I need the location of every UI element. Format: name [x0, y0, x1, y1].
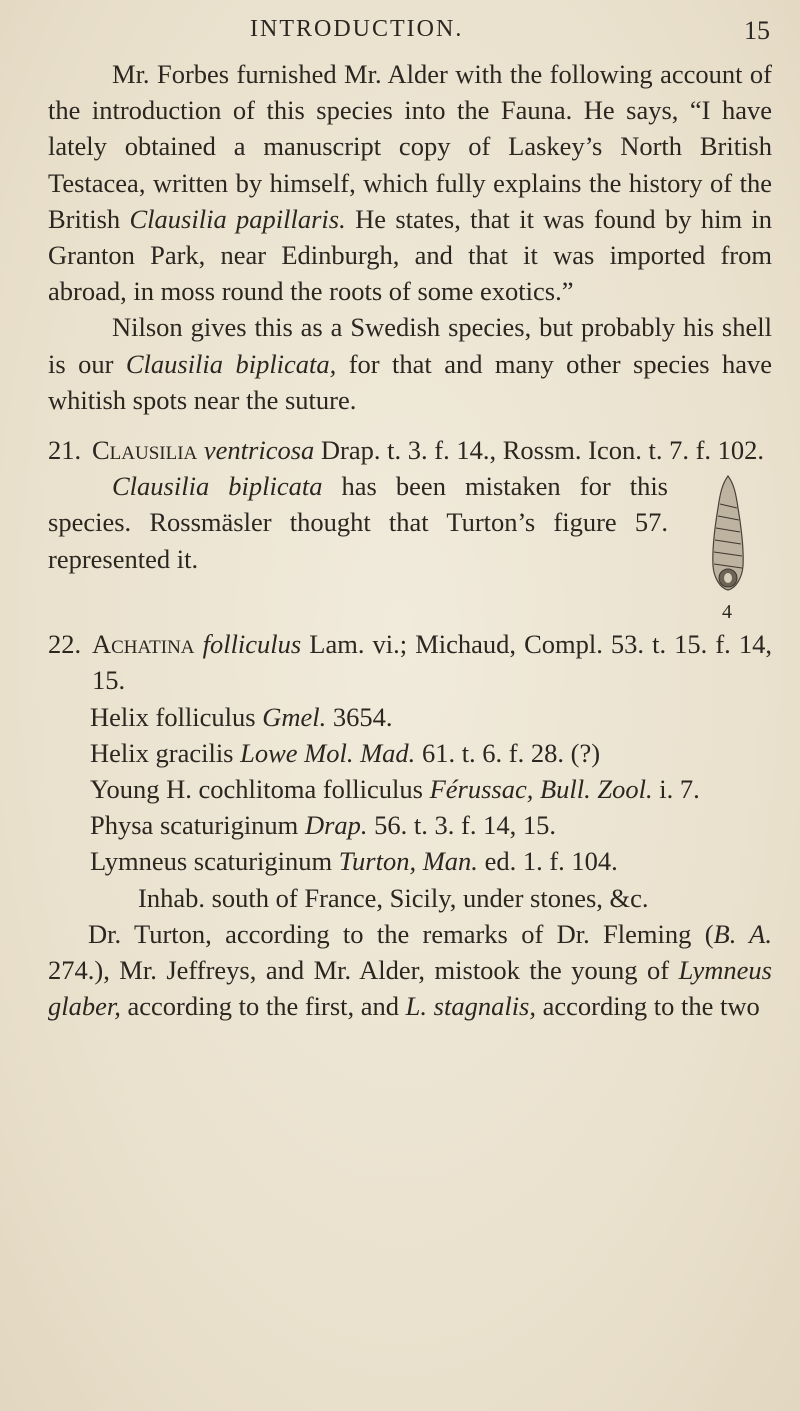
entry-reference: Lam. vi.; Michaud, Compl. 53. t. 15. f. 14, 15. [92, 629, 772, 696]
synonym-name: Helix folliculus [90, 701, 256, 732]
species-name: Lymneus glaber, [48, 955, 772, 1022]
entry-number: 21. [48, 435, 82, 466]
page-number: 15 [744, 16, 770, 45]
entry-heading [48, 432, 772, 468]
entry-note [48, 468, 772, 577]
synonym-reference: i. 7. [659, 774, 700, 805]
note-text: according to the two [542, 991, 760, 1022]
paragraph-nilson [48, 309, 772, 418]
synonym-line [48, 771, 772, 807]
paragraph-text: Mr. Forbes furnished Mr. Alder with the following account of the introduction of this species into the Fauna. He says, “I have lately obtained a manuscript copy of Laskey’s North British Testacea, written by himself, which fully explains the history of the British [48, 59, 772, 234]
paragraph-text: Nilson gives this as a Swedish species, but probably his shell is our [48, 312, 772, 379]
note-text: Dr. Turton, according to the remarks of Dr. Fleming ( [88, 918, 714, 949]
note-text: 274.), Mr. Jeffreys, and Mr. Alder, mistook the young of [48, 955, 670, 986]
habitat-text: Inhab. south of France, Sicily, under stones, &c. [138, 882, 649, 913]
synonym-name: Physa scaturiginum [90, 810, 299, 841]
species-name: L. stagnalis, [405, 991, 536, 1022]
figure-label: 4 [722, 601, 732, 624]
page-header [250, 16, 770, 50]
synonym-authority: Turton, Man. [338, 846, 478, 877]
synonym-line [48, 843, 772, 879]
synonym-line [48, 699, 772, 735]
reference-abbrev: B. A. [713, 918, 772, 949]
note-text: according to the first, and [127, 991, 400, 1022]
synonym-authority: Gmel. [262, 701, 327, 732]
entry-number: 22. [48, 629, 82, 660]
page-body [48, 56, 772, 1024]
paragraph-forbes [48, 56, 772, 309]
synonym-line [48, 735, 772, 771]
species-name: Clausilia biplicata, [125, 348, 337, 379]
shell-illustration [706, 474, 750, 592]
paragraph-text: for that and many other species have whitish spots near the suture. [48, 348, 773, 415]
synonym-name: Lymneus scaturiginum [90, 846, 333, 877]
synonym-authority: Drap. [304, 810, 368, 841]
entry-note [48, 916, 772, 1025]
genus-name: Achatina [92, 629, 195, 660]
synonym-reference: 61. t. 6. f. 28. (?) [421, 737, 601, 768]
genus-name: Clausilia [92, 435, 198, 466]
entry-heading [48, 626, 772, 698]
synonym-reference: 3654. [332, 701, 393, 732]
species-name: Clausilia biplicata [112, 471, 323, 502]
habitat-line [48, 880, 772, 916]
note-text: has been mistaken for this species. Rossmäsler thought that Turton’s figure 57. represented it. [48, 471, 668, 574]
synonym-line [48, 807, 772, 843]
entry-22 [48, 626, 772, 1024]
species-name: ventricosa [203, 435, 315, 466]
entry-21 [48, 432, 772, 624]
synonym-reference: 56. t. 3. f. 14, 15. [374, 810, 556, 841]
paragraph-text: He states, that it was found by him in Granton Park, near Edinburgh, and that it was imported from abroad, in moss round the roots of some exotics.” [48, 203, 773, 307]
entry-reference: Drap. t. 3. f. 14., Rossm. Icon. t. 7. f. 102. [320, 435, 765, 466]
synonym-name: Helix gracilis [90, 737, 234, 768]
species-name: folliculus [202, 629, 302, 660]
synonym-authority: Férussac, Bull. Zool. [429, 774, 653, 805]
shell-figure [688, 470, 772, 626]
synonym-name: Young H. cochlitoma folliculus [90, 774, 423, 805]
synonym-reference: ed. 1. f. 104. [484, 846, 618, 877]
synonym-authority: Lowe Mol. Mad. [240, 737, 416, 768]
species-name: Clausilia papillaris. [129, 203, 346, 234]
running-title: INTRODUCTION. [250, 16, 464, 42]
